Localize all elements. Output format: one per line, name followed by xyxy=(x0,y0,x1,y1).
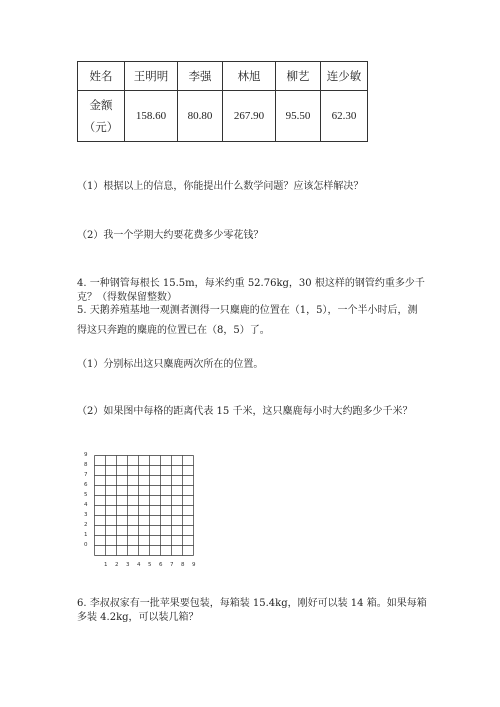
table-header-row xyxy=(78,62,368,91)
x-axis-label: 5 xyxy=(148,562,152,568)
problem-5-line-2: 得这只奔跑的麋鹿的位置已在（8，5）了。 xyxy=(77,325,270,336)
amount-cell: 62.30 xyxy=(321,91,368,142)
row-label-line1: 金额 xyxy=(89,98,113,112)
problem-4-line-1: 4. 一种钢管每根长 15.5m，每米约重 52.76kg，30 根这样的钢管约重多少千 xyxy=(77,278,425,289)
x-axis-label: 6 xyxy=(159,562,163,568)
y-axis-label: 4 xyxy=(84,502,88,508)
table-header-cell: 林旭 xyxy=(223,62,276,91)
problem-5-line-1: 5. 天鹅养殖基地一观测者测得一只麋鹿的位置在（1，5），一个半小时后，测 xyxy=(77,305,418,316)
table-header-cell: 姓名 xyxy=(78,62,125,91)
x-axis-label: 7 xyxy=(170,562,174,568)
problem-5-question-2: （2）如果图中每格的距离代表 15 千米，这只麋鹿每小时大约跑多少千米？ xyxy=(77,406,413,417)
y-axis-label: 3 xyxy=(84,512,88,518)
problem-6-line-2: 多装 4.2kg，可以装几箱？ xyxy=(77,612,199,623)
x-axis-label: 4 xyxy=(137,562,141,568)
amount-cell: 267.90 xyxy=(223,91,276,142)
amount-cell: 158.60 xyxy=(125,91,178,142)
table-value-row xyxy=(78,91,368,142)
y-axis-label: 5 xyxy=(84,492,88,498)
x-axis-label: 1 xyxy=(104,562,108,568)
table-header-cell: 李强 xyxy=(178,62,223,91)
amount-cell: 80.80 xyxy=(178,91,223,142)
problem-6-line-1: 6. 李叔叔家有一批苹果要包装，每箱装 15.4kg，刚好可以装 14 箱。如果每箱 xyxy=(77,598,427,609)
y-axis-label: 0 xyxy=(84,542,88,548)
problem-4-line-2: 克？（得数保留整数） xyxy=(77,292,177,303)
row-label-line2: （元） xyxy=(83,120,119,134)
y-axis-label: 9 xyxy=(84,452,88,458)
y-axis-label: 2 xyxy=(84,522,88,528)
table-header-cell: 王明明 xyxy=(125,62,178,91)
y-axis-label: 7 xyxy=(84,472,88,478)
spending-table xyxy=(77,61,368,142)
x-axis-label: 9 xyxy=(192,562,196,568)
y-axis-label: 8 xyxy=(84,462,88,468)
grid-lines xyxy=(94,455,204,560)
table-header-cell: 连少敏 xyxy=(321,62,368,91)
table-header-cell: 柳艺 xyxy=(276,62,321,91)
x-axis-label: 2 xyxy=(115,562,119,568)
question-1: （1）根据以上的信息，你能提出什么数学问题？应该怎样解决？ xyxy=(77,181,364,192)
question-2: （2）我一个学期大约要花费多少零花钱？ xyxy=(77,230,264,241)
y-axis-label: 6 xyxy=(84,482,88,488)
x-axis-label: 3 xyxy=(126,562,130,568)
row-label-cell xyxy=(78,91,125,142)
y-axis-label: 1 xyxy=(84,532,88,538)
amount-cell: 95.50 xyxy=(276,91,321,142)
problem-5-question-1: （1）分别标出这只麋鹿两次所在的位置。 xyxy=(77,359,264,370)
x-axis-label: 8 xyxy=(181,562,185,568)
